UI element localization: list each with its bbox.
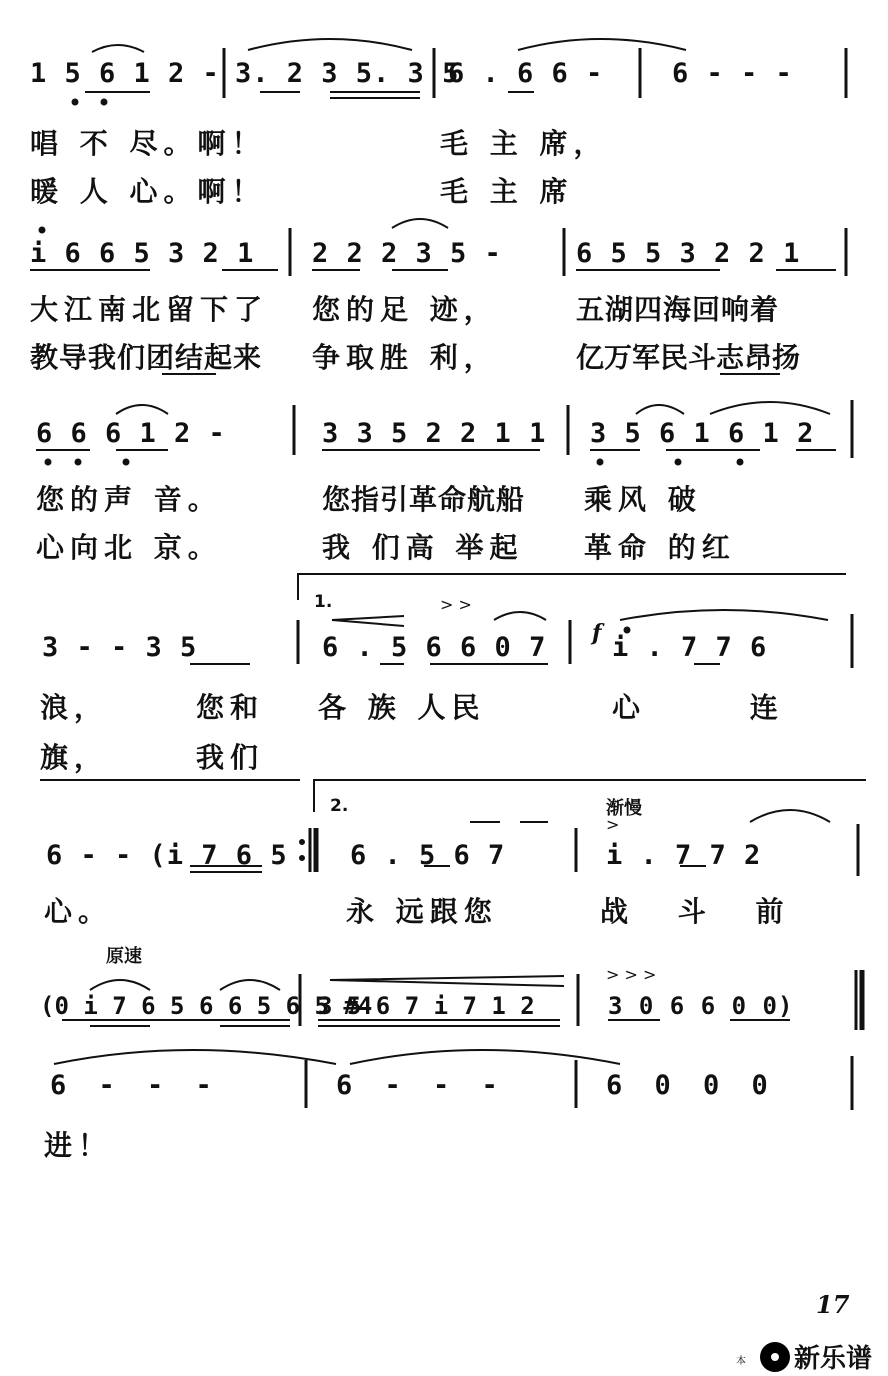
system6-measure3: 3 0 6 6 0 0) — [608, 992, 794, 1020]
system1-measure4: 6 - - - — [672, 58, 793, 89]
system2-measure3: 6 5 5 3 2 2 1 — [576, 238, 801, 269]
volta-1-label: 1. — [314, 592, 333, 612]
system1-measure2: 3. 2 3 5. 3 5 — [235, 58, 460, 89]
system3-lyric1: 您的声 音。 — [36, 483, 222, 516]
system3-lyric6: 革命 的红 — [584, 531, 736, 564]
system1-lyric1: 唱 不 尽。啊！ — [30, 127, 266, 160]
octave-dot — [598, 460, 603, 465]
octave-dot — [738, 460, 743, 465]
system2-lyric4: 教导我们团结起来 — [30, 341, 263, 374]
octave-dot — [102, 100, 107, 105]
system5-measure3: i . 7 7 2 — [606, 840, 762, 871]
dynamic-forte: f — [592, 620, 602, 646]
site-logo-text: 新乐谱 — [794, 1344, 873, 1374]
tie — [350, 1050, 620, 1064]
slur — [710, 402, 830, 414]
octave-dot — [625, 628, 630, 633]
volta-bracket-2 — [314, 780, 866, 812]
site-prefix: 本 — [736, 1356, 746, 1367]
system2-measure2: 2 2 2 3 5 - — [312, 238, 502, 269]
octave-dot — [40, 228, 45, 233]
volta-2-label: 2. — [330, 796, 349, 816]
slur — [494, 612, 546, 620]
slur — [750, 810, 830, 822]
system4-lyric3: 各 族 人民 — [318, 691, 486, 724]
system4-lyric6: 我们 — [196, 741, 265, 774]
repeat-dot — [300, 856, 304, 860]
system7-measure3: 6 0 0 0 — [606, 1070, 776, 1101]
system2-lyric1: 大江南北留下了 — [30, 293, 269, 326]
system5-lyric3: 战 斗 前 — [600, 895, 804, 928]
tempo-a-tempo: 原速 — [106, 946, 142, 967]
accent-marks: > > — [440, 595, 472, 614]
system5-lyric2: 永 远跟您 — [346, 895, 498, 928]
decrescendo-hairpin — [330, 976, 564, 986]
accent-mark: > — [606, 815, 620, 834]
system7-lyric1: 进！ — [44, 1129, 113, 1162]
system4-lyric5: 旗， — [40, 741, 109, 774]
system1-measure1: 1 5 6 1 2 - — [30, 58, 220, 89]
tempo-ritardando: 渐慢 — [606, 798, 642, 819]
system2-lyric3: 五湖四海回响着 — [576, 293, 780, 326]
system3-lyric2: 您指引革命航船 — [322, 483, 526, 516]
tie — [54, 1050, 336, 1064]
system4-lyric1: 浪， — [40, 691, 109, 724]
octave-dot — [676, 460, 681, 465]
accent-marks: > > > — [606, 965, 657, 984]
system6-measure1: (0 i 7 6 5 6 6 5 6 5 #4 — [40, 992, 373, 1020]
system4-measure2: 6 . 5 6 6 0 7 — [322, 632, 547, 663]
system1-lyric2: 毛 主 席， — [440, 127, 608, 160]
slur — [220, 980, 280, 990]
octave-dot — [46, 460, 51, 465]
repeat-dot — [300, 840, 304, 844]
system4-lyric2: 您和 — [196, 691, 265, 724]
slur — [392, 219, 448, 228]
system2-lyric5: 争取胜 利， — [312, 341, 498, 374]
system4-measure3: i . 7 7 6 — [612, 632, 768, 663]
system7-measure2: 6 - - - — [336, 1070, 506, 1101]
slur — [620, 610, 828, 620]
volta-bracket-1 — [298, 574, 846, 600]
system3-lyric4: 心向北 京。 — [36, 531, 222, 564]
record-disc-icon — [760, 1342, 790, 1372]
system3-measure3: 3 5 6 1 6 1 2 — [590, 418, 815, 449]
system5-measure2: 6 . 5 6 7 — [350, 840, 506, 871]
octave-dot — [76, 460, 81, 465]
page-number: 17 — [816, 1290, 850, 1319]
system1-lyric3: 暖 人 心。啊！ — [30, 175, 266, 208]
site-logo — [760, 1338, 872, 1375]
slur — [116, 405, 168, 414]
crescendo-hairpin — [332, 616, 404, 626]
system5-measure1: 6 - - (i 7 6 5 — [46, 840, 288, 871]
system7-measure1: 6 - - - — [50, 1070, 220, 1101]
system3-lyric5: 我 们高 举起 — [322, 531, 524, 564]
system1-measure3: 6 . 6 6 - — [448, 58, 604, 89]
system4-measure1: 3 - - 3 5 — [42, 632, 198, 663]
system6-measure2: 3 5 6 7 i 7 1 2 — [318, 992, 535, 1020]
slur — [636, 405, 684, 414]
system2-lyric2: 您的足 迹， — [312, 293, 498, 326]
system2-lyric6: 亿万军民斗志昂扬 — [576, 341, 801, 374]
slur — [518, 39, 686, 50]
system5-lyric1: 心。 — [44, 895, 113, 928]
octave-dot — [73, 100, 78, 105]
slur — [248, 39, 412, 50]
system2-measure1: i 6 6 5 3 2 1 — [30, 238, 255, 269]
system3-measure1: 6 6 6 1 2 - — [36, 418, 226, 449]
octave-dot — [124, 460, 129, 465]
slur — [92, 45, 144, 52]
system1-lyric4: 毛 主 席 — [440, 175, 574, 208]
system4-lyric4: 心 连 — [612, 691, 828, 724]
system3-measure2: 3 3 5 2 2 1 1 — [322, 418, 547, 449]
system3-lyric3: 乘风 破 — [584, 483, 702, 516]
slur — [90, 980, 150, 990]
